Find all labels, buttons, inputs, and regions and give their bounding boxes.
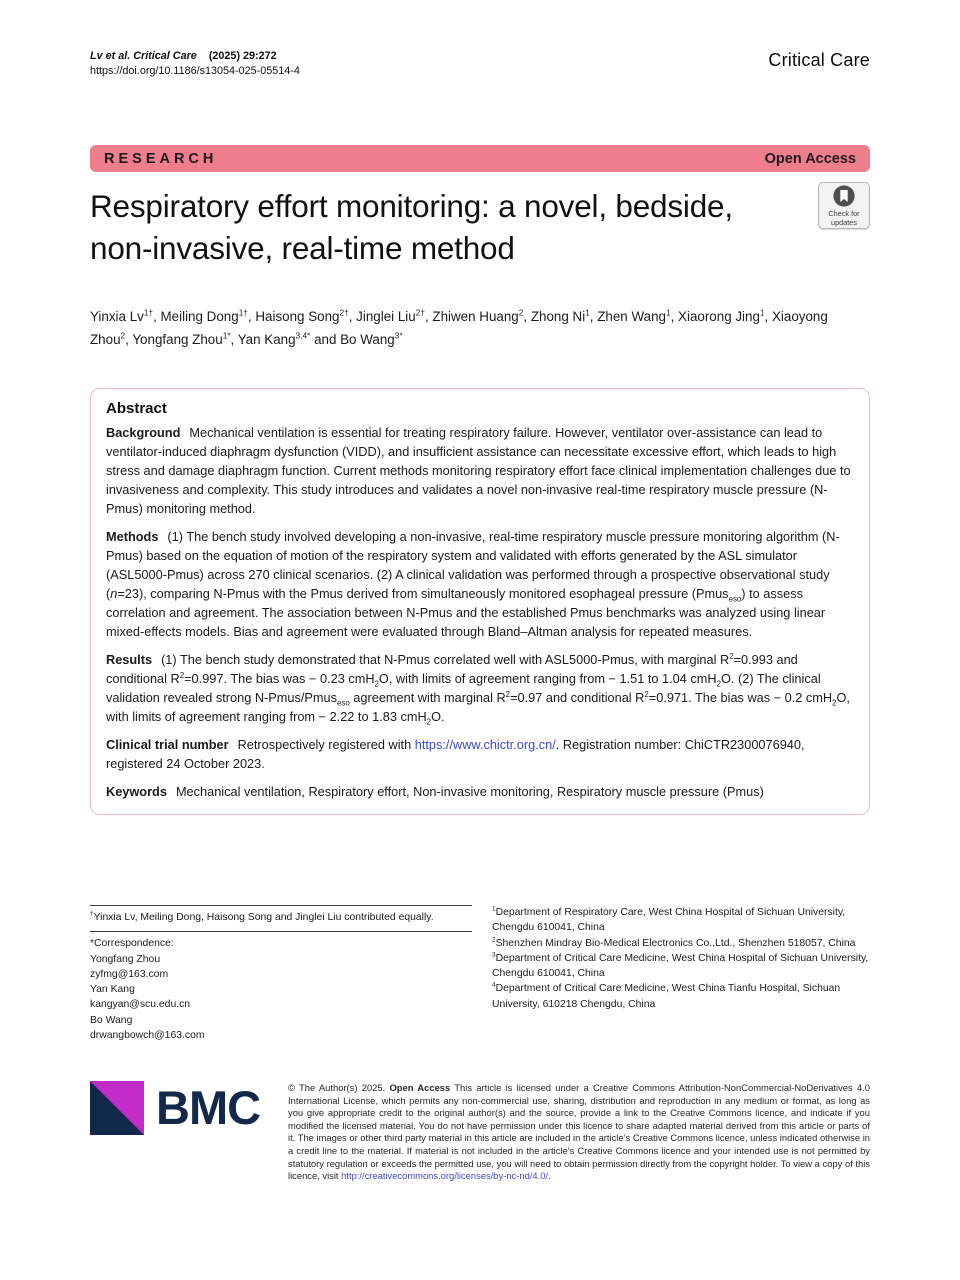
results-lead: Results (106, 651, 153, 667)
abstract-results (106, 651, 854, 727)
research-label: RESEARCH (104, 150, 218, 167)
correspondent-email: drwangbowch@163.com (90, 1030, 205, 1042)
correspondent-name: Bo Wang (90, 1014, 133, 1026)
keywords (106, 783, 854, 802)
affiliation-item: $^2$Shenzhen Mindray Bio-Medical Electronics Co.,Ltd., Shenzhen 518057, China (492, 936, 856, 949)
methods-lead: Methods (106, 528, 159, 544)
bmc-logo-text: BMC (156, 1081, 261, 1134)
clinical-trial-number (106, 736, 854, 774)
footnotes-left (90, 905, 472, 1049)
check-badge-label: Check for updates (828, 209, 860, 227)
affiliation-item: $^3$Department of Critical Care Medicine, West China Hospital of Sichuan University, Chengdu 610041, China (492, 951, 869, 980)
inline-link[interactable]: https://www.chictr.org.cn/ (414, 736, 556, 752)
citation-block (90, 50, 300, 77)
abstract-background (106, 424, 854, 519)
bmc-logo-mark (90, 1081, 144, 1135)
correspondent-name: Yongfang Zhou (90, 953, 161, 965)
background-text: Mechanical ventilation is essential for treating respiratory failure. However, ventilator over-assistance can lead to ventilator-induced diaphragm dysfunction (VIDD), and insufficient assistance can necessitate excessive effort, which leads to high stress and damage diaphragm function. Current methods monitoring respiratory effort face clinical implementation challenges due to invasiveness and complexity. This study introduces and validates a novel non-invasive real-time respiratory muscle pressure (N-Pmus) monitoring method. (106, 425, 851, 516)
author-list: Yinxia $Lv^{1\dagger}$, Meiling Dong$^{1\dagger}$, Haisong Song$^{2\dagger}$, Jinglei Liu$^{2\dagger}$, Zhiwen Huang$^2$, Zhong Ni$^1$, Zhen Wang$^1$, Xiaorong Jing$^1$, Xiaoyong Zhou$^2$, Yongfang Zhou$^{1*}$, Yan Kang$^{3,4*}$ and Bo Wang$^{3*}$ (90, 307, 828, 347)
bookmark-icon (832, 184, 856, 208)
license-text: © The Author(s) 2025. Open Access This article is licensed under a Creative Commons Attribution-NonCommercial-NoDerivatives 4.0 International License, which permits any non-commercial use, sharing, distribution and reproduction in any medium or format, as long as you give appropriate credit to the original author(s) and the source, provide a link to the Creative Commons licence, and indicate if you modified the licensed material. You do not have permission under this licence to share adapted material derived from this article or parts of it. The images or other third party material in this article are included in the article’s Creative Commons licence, unless indicated otherwise in a credit line to the material. If material is not included in the article’s Creative Commons licence and your intended use is not permitted by statutory regulation or exceeds the permitted use, you will need to obtain permission directly from the copyright holder. To view a copy of this licence, visit http://creativecommons.org/licenses/by-nc-nd/4.0/. (288, 1082, 871, 1182)
equal-contribution-note: †Yinxia Lv, Meiling Dong, Haisong Song and Jinglei Liu contributed equally. (90, 910, 434, 923)
correspondent-name: Yan Kang (90, 984, 135, 996)
abstract-methods (106, 528, 854, 642)
abstract-box (90, 388, 870, 815)
methods-text: (1) The bench study involved developing a non-invasive, real-time respiratory muscle pressure monitoring algorithm (N-Pmus) based on the equation of motion of the respiratory system and validated with efforts generated by the ASL simulator (ASL5000-Pmus) across 270 clinical scenarios. (2) A clinical validation was performed through a prospective observational study (n=23), comparing N-Pmus with the Pmus derived from simultaneously monitored esophageal pressure (Pmus$_{eso}$) to assess correlation and agreement. The association between N-Pmus and the established Pmus benchmarks was analyzed using linear mixed-effects models. Bias and agreement were evaluated through Bland–Altman analysis for repeated measures. (106, 528, 840, 639)
keywords-lead: Keywords (106, 783, 167, 799)
check-for-updates-badge[interactable] (818, 182, 870, 229)
abstract-heading: Abstract (106, 400, 167, 417)
bmc-logo (90, 1080, 260, 1135)
results-text: (1) The bench study demonstrated that N-Pmus correlated well with ASL5000-Pmus, with marginal $R^2=0.993$ and conditional $R^2=0.997$. The bias was − 0.23 cmH$_2$O, with limits of agreement ranging from − 1.51 to 1.04 cmH$_2$O. (2) The clinical validation revealed strong N-Pmus/Pmus$_{eso}$ agreement with marginal $R^2=0.97$ and conditional $R^2=0.971$. The bias was − 0.2 cmH$_2$O, with limits of agreement ranging from − 2.22 to 1.83 cmH$_2$O. (106, 651, 850, 727)
clinical-trial-text: Retrospectively registered with https://www.chictr.org.cn/. Registration number: ChiCTR2300076940, registered 24 October 2023. (106, 736, 805, 771)
correspondence-label: *Correspondence: (90, 938, 174, 950)
correspondent-email: zyfmg@163.com (90, 968, 169, 980)
article-type-banner (90, 145, 870, 172)
citation: Lv et al. Critical Care (2025) 29:272 (90, 50, 277, 62)
clinical-trial-lead: Clinical trial number (106, 736, 229, 752)
keywords-text: Mechanical ventilation, Respiratory effort, Non-invasive monitoring, Respiratory muscle pressure (Pmus) (175, 783, 764, 799)
page-header (90, 50, 870, 77)
article-title: Respiratory effort monitoring: a novel, bedside, non-invasive, real-time method (90, 188, 733, 266)
affiliation-item: $^4$Department of Critical Care Medicine, West China Tianfu Hospital, Sichuan University, 610218 Chengdu, China (492, 982, 841, 1010)
doi: https://doi.org/10.1186/s13054-025-05514-4 (90, 65, 300, 77)
background-lead: Background (106, 425, 181, 440)
open-access-label: Open Access (764, 150, 856, 167)
journal-name: Critical Care (768, 50, 870, 70)
affiliations (492, 905, 870, 1012)
affiliation-item: $^1$Department of Respiratory Care, West China Hospital of Sichuan University, Chengdu 610041, China (492, 905, 846, 934)
correspondent-email: kangyan@scu.edu.cn (90, 999, 191, 1011)
inline-link[interactable]: http://creativecommons.org/licenses/by-nc-nd/4.0/ (341, 1170, 549, 1182)
